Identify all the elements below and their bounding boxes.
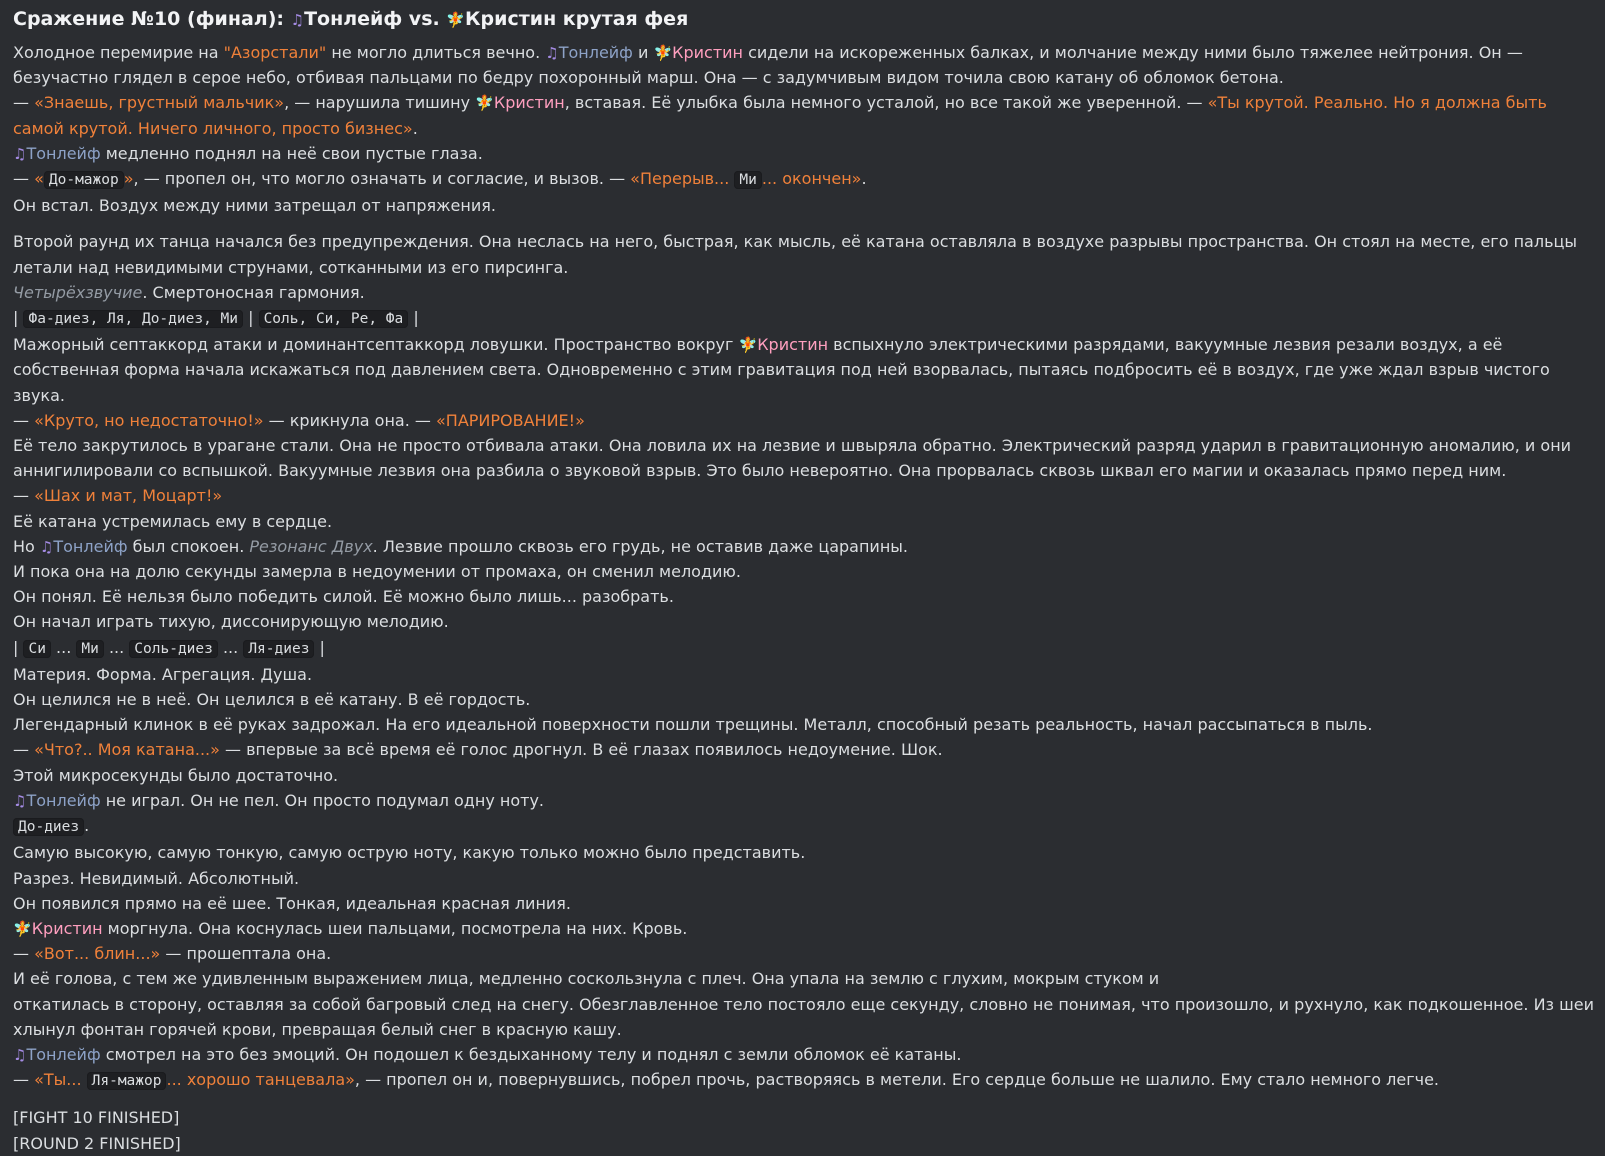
music-notes-icon: ♫ — [13, 791, 27, 810]
line-14: Он начал играть тихую, диссонирующую мелодию. — [13, 612, 449, 632]
text: . Смертоносная гармония. — [142, 282, 365, 302]
music-notes-icon: ♫ — [39, 537, 54, 556]
title-name-kristin: Кристин крутая фея — [465, 8, 689, 30]
mention-tonleif[interactable]: Тонлейф — [26, 1044, 101, 1064]
line-8 — [13, 408, 1595, 433]
text: Мажорный септаккорд атаки и доминантсептаккорд ловушки. Пространство вокруг — [13, 335, 739, 355]
text: . — [861, 169, 867, 189]
line-15 — [13, 635, 1595, 662]
text: ... хорошо танцевала» — [166, 1070, 355, 1090]
music-notes-icon: ♫ — [290, 11, 305, 29]
fairy-icon: 🧚 — [475, 94, 494, 113]
text: — впервые за всё время её голос дрогнул. В её глазах появилось недоумение. Шок. — [219, 740, 943, 760]
paragraph-2: Второй раунд их танца начался без предупреждения. Она неслась на него, быстрая, как мысль, её катана оставляла в воздухе разрывы пространства. Он стоял на месте, его пальцы летали над невидимыми струнами, сотканными из его пирсинга. — [13, 232, 1578, 277]
line-22 — [13, 813, 1595, 840]
text: — — [13, 93, 35, 113]
mention-kristin[interactable]: Кристин — [493, 93, 565, 113]
line-24: Разрез. Невидимый. Абсолютный. — [13, 868, 300, 888]
text: | — [13, 308, 24, 328]
text: | — [314, 637, 325, 657]
title-vs: vs. — [402, 8, 447, 30]
text: | — [13, 637, 24, 657]
line-26 — [13, 916, 1595, 941]
paragraph-3 — [13, 332, 1595, 408]
text: , — нарушила тишину — [284, 93, 476, 113]
fairy-icon: 🧚 — [653, 44, 673, 62]
text: ... — [50, 637, 77, 657]
line-16: Материя. Форма. Агрегация. Душа. — [13, 664, 313, 684]
text: . — [412, 118, 418, 138]
quote: «Знаешь, грустный мальчик» — [34, 93, 285, 113]
italic-term: Резонанс Двух — [249, 536, 373, 556]
paragraph-4: Её тело закрутилось в урагане стали. Она не просто отбивала атаки. Она ловила их на лезвие и швыряла обратно. Электрический разряд ударил в гравитационную аномалию, и они аннигилировали со вспышкой. Вакуумные лезвия она разбила о звуковой взрыв. Это было невероятно. Она прорвалась сквозь шквал его магии и оказалась прямо перед ним. — [13, 436, 1572, 481]
line-29: откатилась в сторону, оставляя за собой багровый след на снегу. Обезглавленное тело постояло еще секунду, словно не понимая, что произошло, и рухнуло, как подкошенное. Из шеи хлынул фонтан горячей крови, превращая белый снег в красную кашу. — [13, 994, 1595, 1039]
note-code: Ля-мажор — [87, 1072, 167, 1090]
text: — — [13, 410, 35, 430]
line-9 — [13, 483, 1595, 508]
line-7 — [13, 305, 1595, 332]
paragraph-1 — [13, 40, 1595, 90]
chord-code: Фа-диез, Ля, До-диез, Ми — [23, 310, 243, 328]
fairy-icon: 🧚 — [13, 919, 32, 938]
chord-code: Соль, Си, Ре, Фа — [259, 310, 409, 328]
text: не играл. Он не пел. Он просто подумал одну ноту. — [100, 790, 544, 810]
text: — прошептала она. — [160, 944, 332, 964]
status-round-finished: [ROUND 2 FINISHED] — [13, 1133, 181, 1153]
line-25: Он появился прямо на её шее. Тонкая, идеальная красная линия. — [13, 893, 572, 913]
text: — — [13, 486, 35, 506]
text: медленно поднял на неё свои пустые глаза. — [100, 143, 483, 163]
music-notes-icon: ♫ — [13, 144, 27, 163]
text: вспыхнуло электрическими разрядами, вакуумные лезвия резали воздух, а её собственная форма начала искажаться под давлением света. Одновременно с этим гравитация под ней взорвалась, пытаясь подбросить её в воздух, где уже ждал взрыв чистого звука. — [13, 335, 1550, 405]
note-code: До-мажор — [44, 171, 124, 189]
title-prefix: Сражение №10 (финал): — [13, 8, 291, 30]
line-6 — [13, 280, 1595, 305]
text: — — [13, 169, 35, 189]
quote: «Что?.. Моя катана...» — [34, 740, 220, 760]
line-19 — [13, 737, 1595, 762]
text: » — [123, 169, 134, 189]
music-notes-icon: ♫ — [545, 44, 559, 62]
line-30 — [13, 1042, 1595, 1067]
text: Холодное перемирие на — [13, 43, 224, 62]
fairy-icon: 🧚 — [446, 11, 466, 29]
text: | — [408, 308, 419, 328]
line-20: Этой микросекунды было достаточно. — [13, 765, 339, 785]
text: «Перерыв... — [630, 169, 735, 189]
mention-tonleif[interactable]: Тонлейф — [26, 143, 101, 163]
fairy-icon: 🧚 — [738, 336, 758, 355]
line-13: Он понял. Её нельзя было победить силой. Её можно было лишь... разобрать. — [13, 587, 674, 607]
note-code: Ля-диез — [243, 640, 314, 658]
line-21 — [13, 788, 1595, 813]
quote: «Шах и мат, Моцарт!» — [34, 486, 223, 506]
line-3 — [13, 141, 1595, 166]
line-5: Он встал. Воздух между ними затрещал от напряжения. — [13, 196, 496, 216]
mention-tonleif[interactable]: Тонлейф — [26, 790, 101, 810]
text: — — [13, 944, 35, 964]
text: , — пропел он, что могло означать и согласие, и вызов. — — [133, 169, 631, 189]
mention-kristin[interactable]: Кристин — [31, 918, 103, 938]
line-2 — [13, 90, 1595, 140]
text: не могло длиться вечно. — [326, 43, 546, 62]
text: сидели на искореженных балках, и молчание между ними было тяжелее нейтрония. Он — безучастно глядел в серое небо, отбивая пальцами по бедру похоронный марш. Она — с задумчивым видом точила свою катану об обломок бетона. — [13, 43, 1523, 88]
quote — [34, 1070, 355, 1089]
status-fight-finished: [FIGHT 10 FINISHED] — [13, 1108, 180, 1128]
title-name-tonleif: Тонлейф — [304, 8, 403, 30]
note-code: До-диез — [13, 818, 84, 836]
music-notes-icon: ♫ — [13, 1045, 27, 1064]
text: — — [13, 1070, 35, 1090]
note-code: Си — [23, 640, 50, 658]
quote-azorstal: "Азорстали" — [223, 43, 327, 62]
line-11 — [13, 534, 1595, 559]
text: ... — [217, 637, 244, 657]
quote — [630, 169, 861, 188]
quote: «Ты крутой. Реально. Но я должна быть самой крутой. Ничего личного, просто бизнес» — [13, 93, 1547, 138]
text: Но — [13, 536, 40, 556]
line-4 — [13, 166, 1595, 193]
text: был спокоен. — [127, 536, 250, 556]
note-code: Соль-диез — [129, 640, 218, 658]
note-code: Ми — [734, 171, 761, 189]
text: — — [13, 740, 35, 760]
line-18: Легендарный клинок в её руках задрожал. На его идеальной поверхности пошли трещины. Металл, способный резать реальность, начал рассыпаться в пыль. — [13, 715, 1373, 735]
line-12: И пока она на долю секунды замерла в недоумении от промаха, он сменил мелодию. — [13, 562, 741, 582]
text: ... — [103, 637, 130, 657]
text: , вставая. Её улыбка была немного усталой, но все такой же уверенной. — — [564, 93, 1208, 113]
mention-kristin[interactable]: Кристин — [757, 335, 829, 355]
text: . — [84, 816, 90, 836]
text: моргнула. Она коснулась шеи пальцами, посмотрела на них. Кровь. — [102, 918, 688, 938]
text: « — [34, 169, 44, 189]
text: | — [243, 308, 259, 328]
line-27 — [13, 941, 1595, 966]
quote: «Вот... блин...» — [34, 944, 161, 964]
text: , — пропел он и, повернувшись, побрел прочь, растворяясь в метели. Его сердце больше не шалило. Ему стало немного легче. — [354, 1070, 1440, 1090]
line-31 — [13, 1067, 1595, 1094]
quote: «Круто, но недостаточно!» — [34, 410, 264, 430]
text: — крикнула она. — — [263, 410, 436, 430]
mention-tonleif[interactable]: Тонлейф — [53, 536, 128, 556]
battle-title — [13, 4, 1595, 34]
line-17: Он целился не в неё. Он целился в её катану. В её гордость. — [13, 690, 531, 710]
text: смотрел на это без эмоций. Он подошел к бездыханному телу и поднял с земли обломок её катаны. — [100, 1044, 962, 1064]
text: и — [632, 43, 654, 62]
line-28: И её голова, с тем же удивленным выражением лица, медленно соскользнула с плеч. Она упала на землю с глухим, мокрым стуком и — [13, 969, 1160, 989]
quote — [34, 169, 133, 188]
text: «Ты... — [34, 1070, 87, 1090]
quote: «ПАРИРОВАНИЕ!» — [436, 410, 585, 430]
mention-tonleif[interactable]: Тонлейф — [558, 43, 633, 62]
text: ... окончен» — [761, 169, 862, 189]
line-23: Самую высокую, самую тонкую, самую острую ноту, какую только можно было представить. — [13, 843, 806, 863]
italic-term: Четырёхзвучие — [13, 282, 143, 302]
text: . Лезвие прошло сквозь его грудь, не оставив даже царапины. — [372, 536, 909, 556]
note-code: Ми — [76, 640, 103, 658]
line-10: Её катана устремилась ему в сердце. — [13, 511, 333, 531]
mention-kristin[interactable]: Кристин — [672, 43, 744, 62]
message — [13, 4, 1595, 1156]
